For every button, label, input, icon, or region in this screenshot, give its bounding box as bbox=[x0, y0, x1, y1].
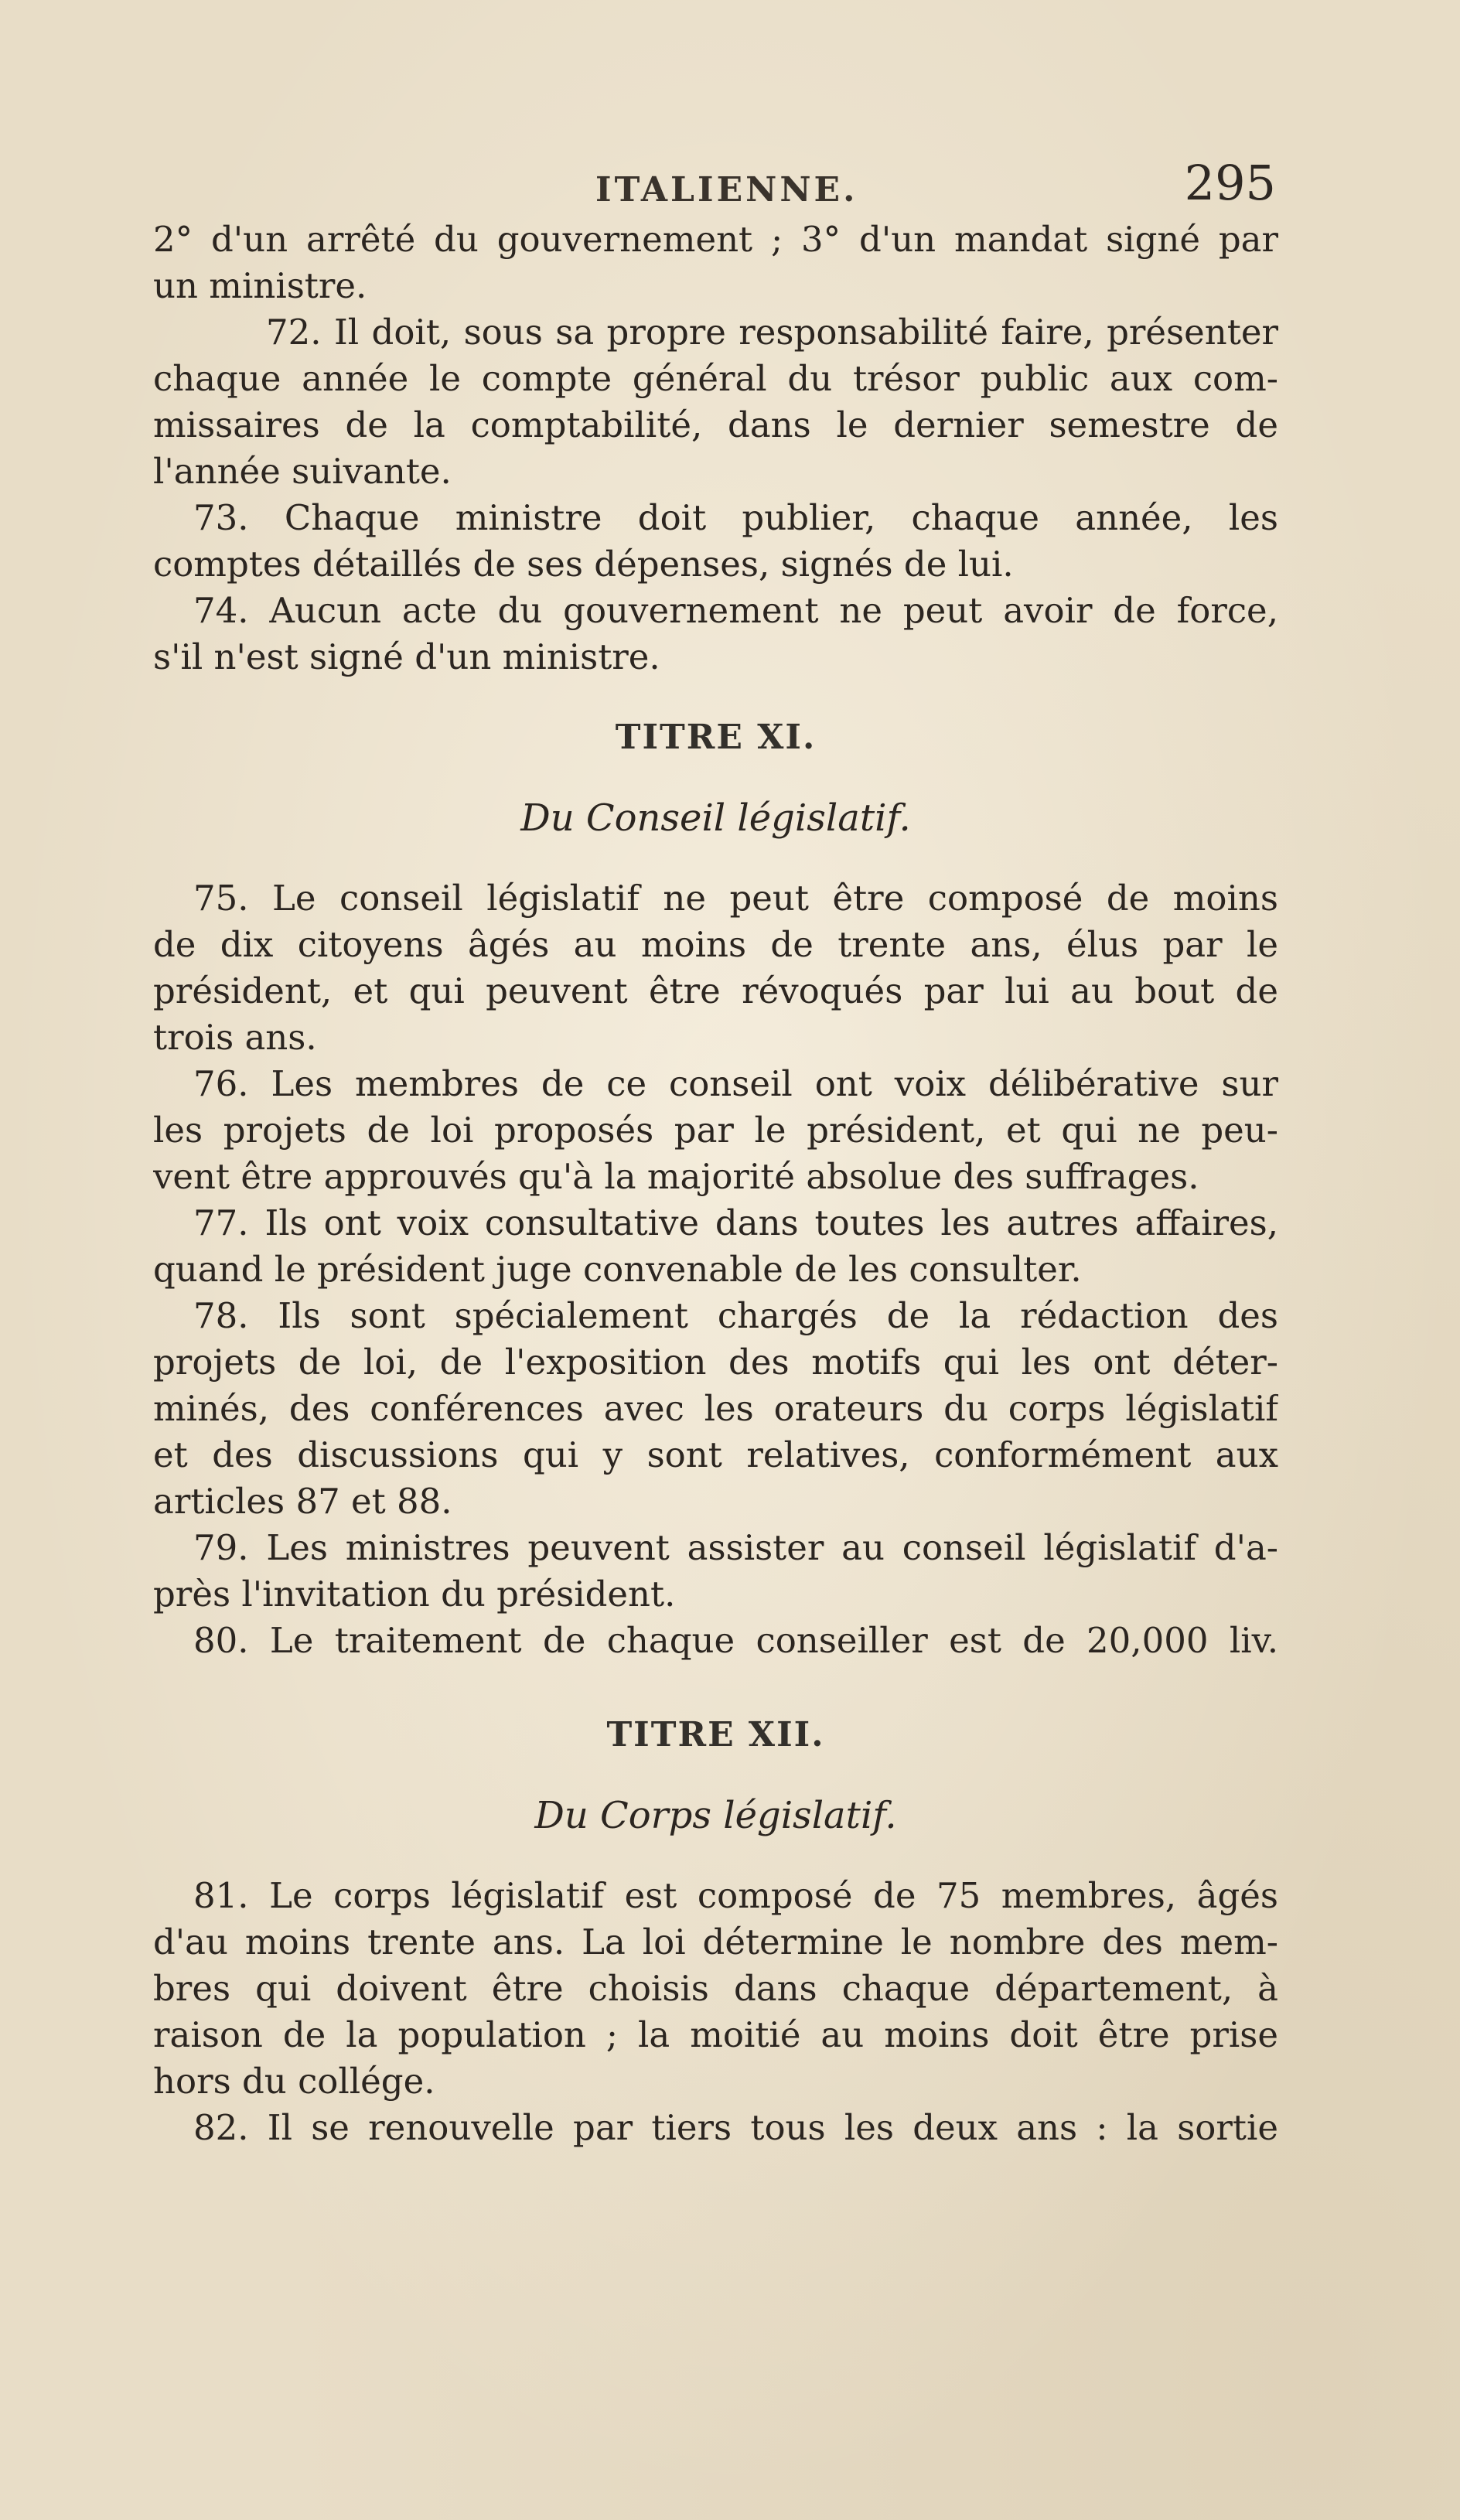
text-line: vent être approuvés qu'à la majorité absolue des suffrages. bbox=[153, 1156, 1199, 1197]
running-head: ITALIENNE. bbox=[595, 170, 858, 210]
page-header bbox=[155, 155, 1276, 217]
text-line: minés, des conférences avec les orateurs du corps législatif bbox=[153, 1388, 1278, 1429]
article-75: 75. Le conseil législatif ne peut être composé de moins bbox=[193, 878, 1278, 919]
text-line: près l'invitation du président. bbox=[153, 1574, 676, 1615]
text-line: raison de la population ; la moitié au moins doit être prise bbox=[153, 2014, 1278, 2055]
text-line: les projets de loi proposés par le président, et qui ne peu- bbox=[153, 1110, 1278, 1151]
text-line: missaires de la comptabilité, dans le dernier semestre de bbox=[153, 404, 1278, 445]
conseil-legislatif-subheading: Du Conseil législatif. bbox=[520, 796, 911, 840]
article-74: 74. Aucun acte du gouvernement ne peut avoir de force, bbox=[193, 590, 1278, 631]
text-line: hors du collége. bbox=[153, 2061, 435, 2102]
text-line: articles 87 et 88. bbox=[153, 1481, 452, 1522]
titre-xi-heading: TITRE XI. bbox=[615, 718, 817, 757]
text-line: 2° d'un arrêté du gouvernement ; 3° d'un mandat signé par bbox=[153, 219, 1278, 260]
text-line: bres qui doivent être choisis dans chaque département, à bbox=[153, 1968, 1278, 2009]
titre-xii-heading: TITRE XII. bbox=[606, 1715, 825, 1754]
text-line: projets de loi, de l'exposition des motifs qui les ont déter- bbox=[153, 1342, 1278, 1383]
article-76: 76. Les membres de ce conseil ont voix délibérative sur bbox=[193, 1063, 1278, 1104]
text-line: chaque année le compte général du trésor public aux com- bbox=[153, 358, 1278, 399]
page-number: 295 bbox=[1184, 155, 1276, 211]
text-line: trois ans. bbox=[153, 1017, 317, 1058]
text-line: quand le président juge convenable de les consulter. bbox=[153, 1249, 1082, 1290]
text-line: un ministre. bbox=[153, 265, 367, 306]
text-line: l'année suivante. bbox=[153, 451, 452, 492]
corps-legislatif-subheading: Du Corps législatif. bbox=[534, 1794, 897, 1837]
article-81: 81. Le corps législatif est composé de 75 membres, âgés bbox=[193, 1875, 1278, 1916]
text-line: de dix citoyens âgés au moins de trente ans, élus par le bbox=[153, 924, 1278, 965]
article-79: 79. Les ministres peuvent assister au conseil législatif d'a- bbox=[193, 1527, 1278, 1568]
text-line: s'il n'est signé d'un ministre. bbox=[153, 636, 660, 677]
page-body bbox=[153, 217, 1278, 2151]
text-line: d'au moins trente ans. La loi détermine le nombre des mem- bbox=[153, 1922, 1278, 1962]
article-82: 82. Il se renouvelle par tiers tous les deux ans : la sortie bbox=[193, 2107, 1278, 2148]
text-line: et des discussions qui y sont relatives, conformément aux bbox=[153, 1434, 1278, 1475]
article-72: 72. Il doit, sous sa propre responsabilité faire, présenter bbox=[266, 312, 1278, 353]
article-78: 78. Ils sont spécialement chargés de la rédaction des bbox=[193, 1295, 1278, 1336]
article-73: 73. Chaque ministre doit publier, chaque année, les bbox=[193, 497, 1278, 538]
text-line: président, et qui peuvent être révoqués par lui au bout de bbox=[153, 970, 1278, 1011]
text-line: comptes détaillés de ses dépenses, signés de lui. bbox=[153, 544, 1014, 585]
article-80: 80. Le traitement de chaque conseiller est de 20,000 liv. bbox=[193, 1620, 1278, 1661]
article-77: 77. Ils ont voix consultative dans toutes les autres affaires, bbox=[193, 1202, 1278, 1243]
